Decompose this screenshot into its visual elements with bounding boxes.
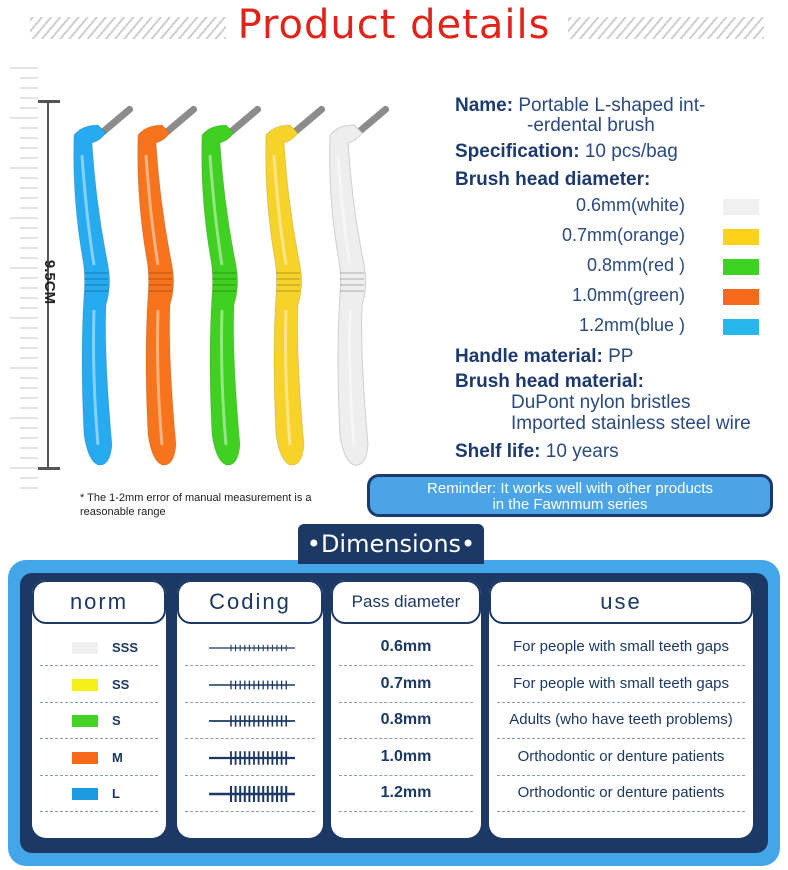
use-description: Orthodontic or denture patients <box>517 747 725 765</box>
brush-handle <box>202 125 240 465</box>
coding-header: Coding <box>177 580 323 624</box>
brush-handle <box>330 125 368 465</box>
brush-handle <box>138 125 176 465</box>
name-row <box>455 95 705 117</box>
pass-diameter-value: 1.0mm <box>380 747 432 765</box>
brush-bristles <box>296 109 322 131</box>
ruler-ticks <box>8 64 40 504</box>
norm-code: M <box>112 749 123 765</box>
ruler-length-label: 9.5CM <box>41 259 58 305</box>
ruler-bottom-cap <box>38 467 60 470</box>
brush-yellow <box>266 109 322 465</box>
handle-label: Handle material: <box>455 346 603 367</box>
diameter-text: 0.7mm(orange) <box>561 225 685 245</box>
pass-column <box>331 580 481 838</box>
norm-column <box>32 580 166 838</box>
use-description: For people with small teeth gaps <box>513 674 729 692</box>
pass-diameter-value: 1.2mm <box>380 784 432 801</box>
name-value-1: Portable L-shaped int- <box>518 95 706 116</box>
pass-diameter-value: 0.7mm <box>380 674 432 692</box>
table-row <box>40 776 158 812</box>
diameter-text: 1.0mm(green) <box>571 285 685 305</box>
table-row <box>497 630 745 666</box>
use-header: use <box>489 580 753 624</box>
use-column <box>489 580 753 838</box>
brush-bristles <box>232 109 258 131</box>
bristle-coding-icon <box>209 711 299 731</box>
table-row <box>40 630 158 666</box>
table-row <box>185 703 315 739</box>
brush-bristles <box>168 109 194 131</box>
table-row <box>339 667 473 703</box>
head-material-value-2: Imported stainless steel wire <box>511 413 751 434</box>
table-row <box>40 703 158 739</box>
name-label: Name: <box>455 95 514 116</box>
dimensions-title: •Dimensions• <box>298 524 484 564</box>
table-row <box>497 703 745 739</box>
norm-header: norm <box>32 580 166 624</box>
bristle-coding-icon <box>209 748 299 768</box>
table-row <box>497 667 745 703</box>
norm-swatch <box>72 642 98 654</box>
spec-value: 10 pcs/bag <box>584 141 678 162</box>
table-row <box>185 740 315 776</box>
bristle-coding-icon <box>209 784 299 804</box>
diameter-swatch <box>723 259 759 275</box>
table-row <box>339 776 473 812</box>
norm-swatch <box>72 788 98 800</box>
spec-label: Specification: <box>455 141 580 162</box>
norm-code: L <box>112 786 120 801</box>
norm-code: SS <box>112 676 130 692</box>
table-row <box>185 776 315 812</box>
shelf-row <box>455 441 619 463</box>
coding-column <box>177 580 323 838</box>
reminder-banner <box>367 474 773 517</box>
diameter-swatch <box>723 199 759 215</box>
measurement-note: * The 1-2mm error of manual measurement is a reasonable range <box>80 492 312 518</box>
header <box>0 0 788 62</box>
table-row <box>185 630 315 666</box>
head-material-value-1: DuPont nylon bristles <box>511 392 691 413</box>
diameter-text: 1.2mm(blue ) <box>578 315 685 335</box>
diameter-label: Brush head diameter: <box>455 169 651 190</box>
diameter-text: 0.8mm(red ) <box>586 255 685 275</box>
brush-orange <box>138 109 194 465</box>
use-description: Orthodontic or denture patients <box>517 784 725 801</box>
handle-row <box>455 346 633 368</box>
table-row <box>185 667 315 703</box>
spec-row <box>455 141 678 163</box>
pass-diameter-value: 0.8mm <box>380 711 432 728</box>
head-material-label: Brush head material: <box>455 371 644 392</box>
table-row <box>40 740 158 776</box>
norm-code: S <box>112 713 121 728</box>
bristle-coding-icon <box>209 675 299 695</box>
ruler-top-cap <box>38 100 60 103</box>
brush-handle <box>74 125 112 465</box>
brush-white <box>330 109 386 465</box>
brush-blue <box>74 109 130 465</box>
pass-diameter-value: 0.6mm <box>380 638 432 655</box>
table-row <box>497 740 745 776</box>
reminder-line-1: Reminder: It works well with other products <box>427 480 713 497</box>
pass-header: Pass diameter <box>331 580 481 624</box>
norm-code: SSS <box>112 640 139 655</box>
table-row <box>339 630 473 666</box>
name-value-2: -erdental brush <box>527 115 655 136</box>
table-row <box>40 667 158 703</box>
reminder-line-2: in the Fawnmum series <box>492 496 648 513</box>
diameter-text: 0.6mm(white) <box>575 195 685 215</box>
page-title: Product details <box>237 2 551 48</box>
use-description: For people with small teeth gaps <box>513 638 729 655</box>
brushes-illustration <box>60 95 400 475</box>
diameter-swatch <box>723 229 759 245</box>
brush-handle <box>266 125 304 465</box>
brush-bristles <box>360 109 386 131</box>
shelf-label: Shelf life: <box>455 441 541 462</box>
norm-swatch <box>72 679 98 691</box>
shelf-value: 10 years <box>545 441 619 462</box>
norm-swatch <box>72 715 98 727</box>
norm-swatch <box>72 752 98 764</box>
bristle-coding-icon <box>209 638 299 658</box>
brush-green <box>202 109 258 465</box>
diameter-swatch <box>723 319 759 335</box>
diameter-swatch <box>723 289 759 305</box>
handle-value: PP <box>608 346 634 367</box>
use-description: Adults (who have teeth problems) <box>509 711 733 728</box>
table-row <box>339 703 473 739</box>
brush-bristles <box>104 109 130 131</box>
table-row <box>339 740 473 776</box>
table-row <box>497 776 745 812</box>
